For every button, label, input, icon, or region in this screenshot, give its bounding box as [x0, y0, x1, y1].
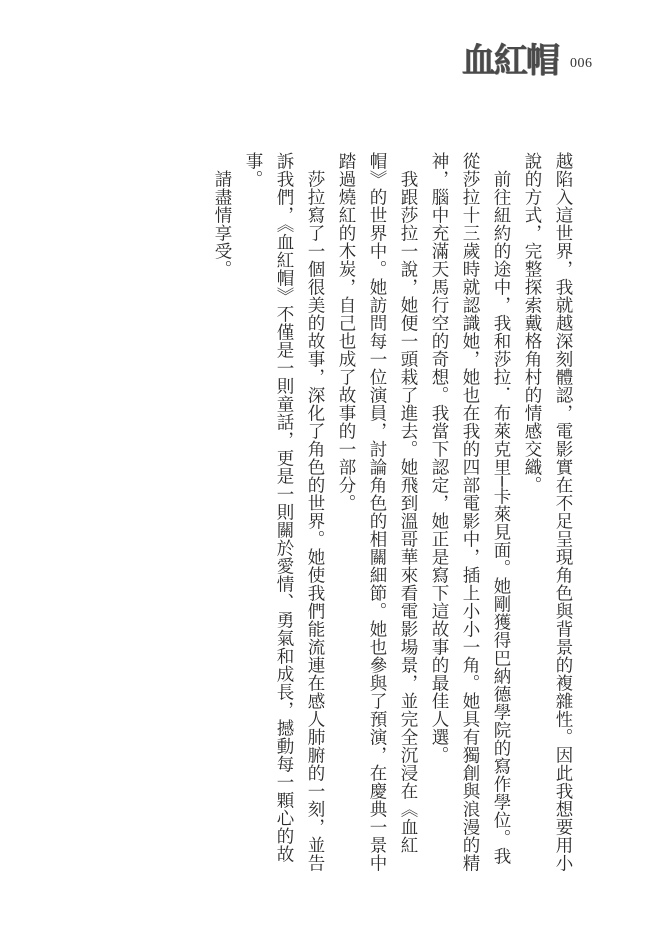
paragraph-4: 莎拉寫了一個很美的故事，深化了角色的世界。她使我們能流連在感人肺腑的一刻，並告訴我們，《血紅帽》不僅是一則童話，更是一則關於愛情、勇氣和成長，撼動每一顆心的故事。 — [243, 152, 325, 872]
page-number: 006 — [570, 56, 593, 71]
paragraph-2: 前往紐約的途中，我和莎拉．布萊克里─卡萊見面。她剛獲得巴納德學院的寫作學位。我從莎拉十三歲時就認識她，她也在我的四部電影中，插上小小一角。她具有獨創與浪漫的精神，腦中充滿天馬行空的奇想。我當下認定，她正是寫下這故事的最佳人選。 — [429, 152, 511, 872]
body-text — [206, 152, 578, 872]
page-header — [462, 41, 593, 81]
paragraph-1: 越陷入這世界，我就越深刻體認，電影實在不足呈現角色與背景的複雜性。因此我想要用小說的方式，完整探索戴格角村的情感交織。 — [522, 152, 573, 872]
book-title-logo: 血紅帽 — [462, 41, 558, 81]
paragraph-3: 我跟莎拉一說，她便一頭栽了進去。她飛到溫哥華來看電影場景，並完全沉浸在《血紅帽》的世界中。她訪問每一位演員，討論角色的相關細節。她也參與了預演，在慶典一景中踏過燒紅的木炭，自己也成了故事的一部分。 — [336, 152, 418, 872]
paragraph-5: 請盡情享受。 — [212, 169, 232, 278]
